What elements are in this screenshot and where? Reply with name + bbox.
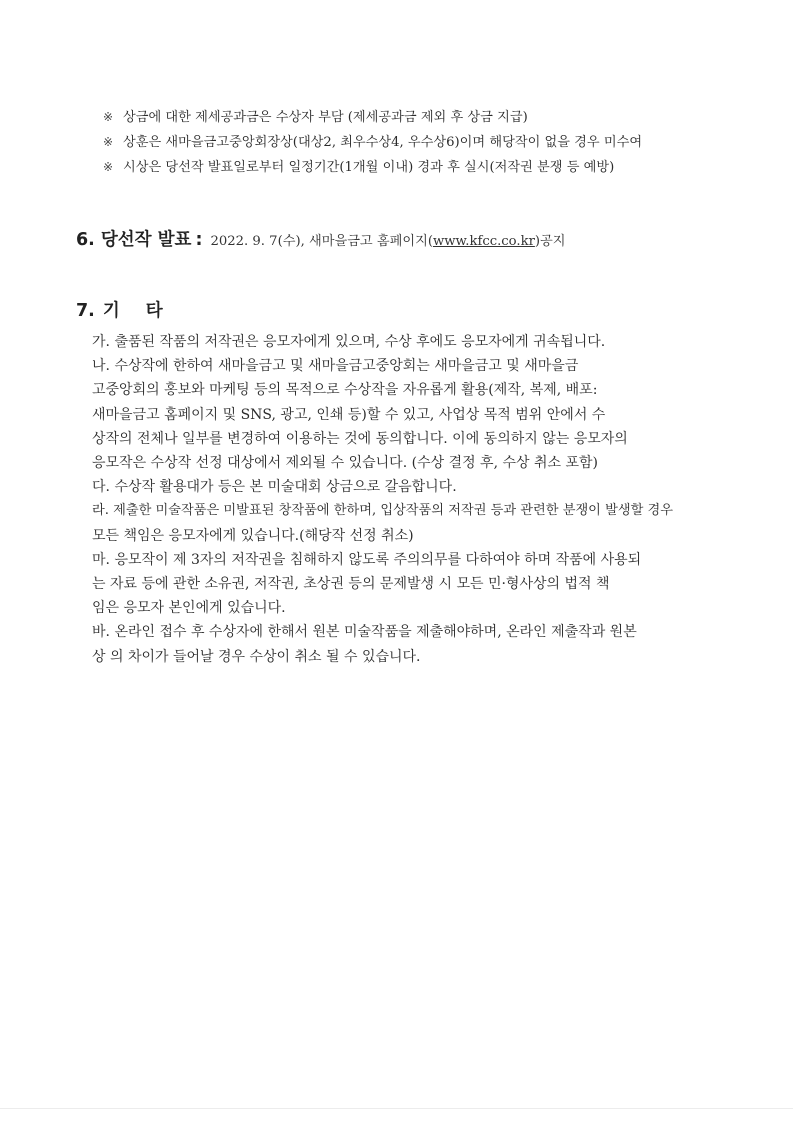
item-label: 라. [92,503,109,519]
note-text: 상훈은 새마을금고중앙회장상(대상2, 최우수상4, 우수상6)이며 해당작이 없을 경우 미수여 [123,135,643,150]
page-edge-divider [0,1108,793,1109]
item-text: 수상작에 한하여 새마을금고 및 새마을금고중앙회는 새마을금고 및 새마을금 [114,358,579,375]
notes-list [103,106,763,181]
item-text: 는 자료 등에 관한 소유권, 저작권, 초상권 등의 문제발생 시 모든 민·형사상의 법적 책 [92,576,610,593]
announcement-text [210,230,565,249]
list-item [92,354,742,475]
reference-mark: ※ [103,135,114,149]
reference-mark: ※ [103,110,114,124]
list-item [92,475,742,499]
item-label: 나. [92,358,110,375]
item-text: 응모작이 제 3자의 저작권을 침해하지 않도록 주의의무를 다하여야 하며 작품에 사용되 [114,551,642,568]
item-label: 다. [92,479,110,496]
announcement-suffix: )공지 [534,234,566,249]
reference-mark: ※ [103,160,114,174]
note-item [103,106,763,131]
item-text: 상작의 전체나 일부를 변경하여 이용하는 것에 동의합니다. 이에 동의하지 않는 응모자의 [92,430,628,447]
item-text: 새마을금고 홈페이지 및 SNS, 광고, 인쇄 등)할 수 있고, 사업상 목적 범위 안에서 수 [92,406,606,423]
item-label: 마. [92,551,110,568]
section-number: 6. [76,230,95,250]
item-label: 가. [92,334,110,350]
list-item [92,499,742,547]
item-text: 수상작 활용대가 등은 본 미술대회 상금으로 갈음합니다. [114,479,457,496]
item-label: 바. [92,624,110,641]
announcement-date: 2022. 9. 7(수), 새마을금고 홈페이지( [210,234,433,249]
note-item [103,156,763,181]
section-6-heading [76,226,566,251]
note-item [103,131,763,156]
list-item [92,620,742,668]
section-title: 당선작 발표 [100,230,192,250]
note-text: 시상은 당선작 발표일로부터 일정기간(1개월 이내) 경과 후 실시(저작권 분쟁 등 예방) [123,160,615,175]
list-item [92,548,742,621]
section-title: 기타 [102,301,189,321]
item-text: 임은 응모자 본인에게 있습니다. [92,600,286,617]
item-text: 출품된 작품의 저작권은 응모자에게 있으며, 수상 후에도 응모자에게 귀속됩니다. [114,334,606,350]
item-text: 모든 책임은 응모자에게 있습니다.(해당작 선정 취소) [92,527,414,544]
list-item [92,330,742,354]
homepage-link[interactable]: www.kfcc.co.kr [432,234,535,249]
item-text: 온라인 접수 후 수상자에 한해서 원본 미술작품을 제출해야하며, 온라인 제출작과 원본 [114,624,637,641]
section-colon: : [195,230,203,250]
section-number: 7. [76,301,95,321]
item-text: 제출한 미술작품은 미발표된 창작품에 한하며, 입상작품의 저작권 등과 관련한 분쟁이 발생할 경우 [113,503,674,519]
item-text: 상 의 차이가 들어날 경우 수상이 취소 될 수 있습니다. [92,648,421,665]
other-items-list [92,330,742,669]
section-7-heading [76,297,189,322]
item-text: 고중앙회의 홍보와 마케팅 등의 목적으로 수상작을 자유롭게 활용(제작, 복제, 배포: [92,382,598,399]
item-text: 응모작은 수상작 선정 대상에서 제외될 수 있습니다. (수상 결정 후, 수상 취소 포함) [92,455,598,472]
note-text: 상금에 대한 제세공과금은 수상자 부담 (제세공과금 제외 후 상금 지급) [123,110,528,125]
